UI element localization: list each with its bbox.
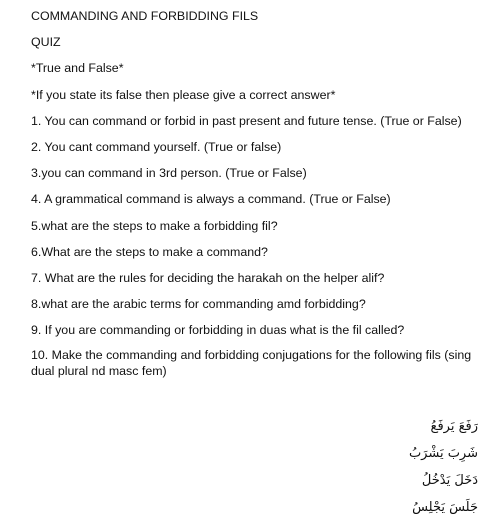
arabic-verb-list bbox=[409, 419, 478, 527]
section-heading: *True and False* bbox=[31, 61, 124, 76]
arabic-verb-4: جَلَسَ يَجْلِسُ bbox=[412, 500, 478, 515]
question-3: 3.you can command in 3rd person. (True or False) bbox=[31, 166, 307, 181]
question-4: 4. A grammatical command is always a command. (True or False) bbox=[31, 192, 391, 207]
question-6: 6.What are the steps to make a command? bbox=[31, 244, 268, 259]
question-5: 5.what are the steps to make a forbidding fil? bbox=[31, 218, 278, 233]
document-body bbox=[31, 8, 485, 390]
question-9: 9. If you are commanding or forbidding in duas what is the fil called? bbox=[31, 323, 405, 338]
document-subtitle: QUIZ bbox=[31, 35, 61, 50]
arabic-verb-1: رَفَعَ يَرفَعُ bbox=[430, 419, 478, 434]
instruction-text: *If you state its false then please give a correct answer* bbox=[31, 87, 336, 102]
question-1: 1. You can command or forbid in past present and future tense. (True or False) bbox=[31, 113, 462, 128]
document-title: COMMANDING AND FORBIDDING FILS bbox=[31, 9, 259, 23]
arabic-verb-2: شَرِبَ يَشْرَبُ bbox=[408, 446, 478, 461]
question-8: 8.what are the arabic terms for commanding amd forbidding? bbox=[31, 297, 366, 312]
question-7: 7. What are the rules for deciding the harakah on the helper alif? bbox=[31, 270, 385, 285]
question-10: 10. Make the commanding and forbidding conjugations for the following fils (sing dual plural nd masc fem) bbox=[31, 348, 472, 378]
question-2: 2. You cant command yourself. (True or false) bbox=[31, 139, 282, 154]
arabic-verb-3: دَخَلَ يَدْخُلُ bbox=[421, 473, 478, 488]
